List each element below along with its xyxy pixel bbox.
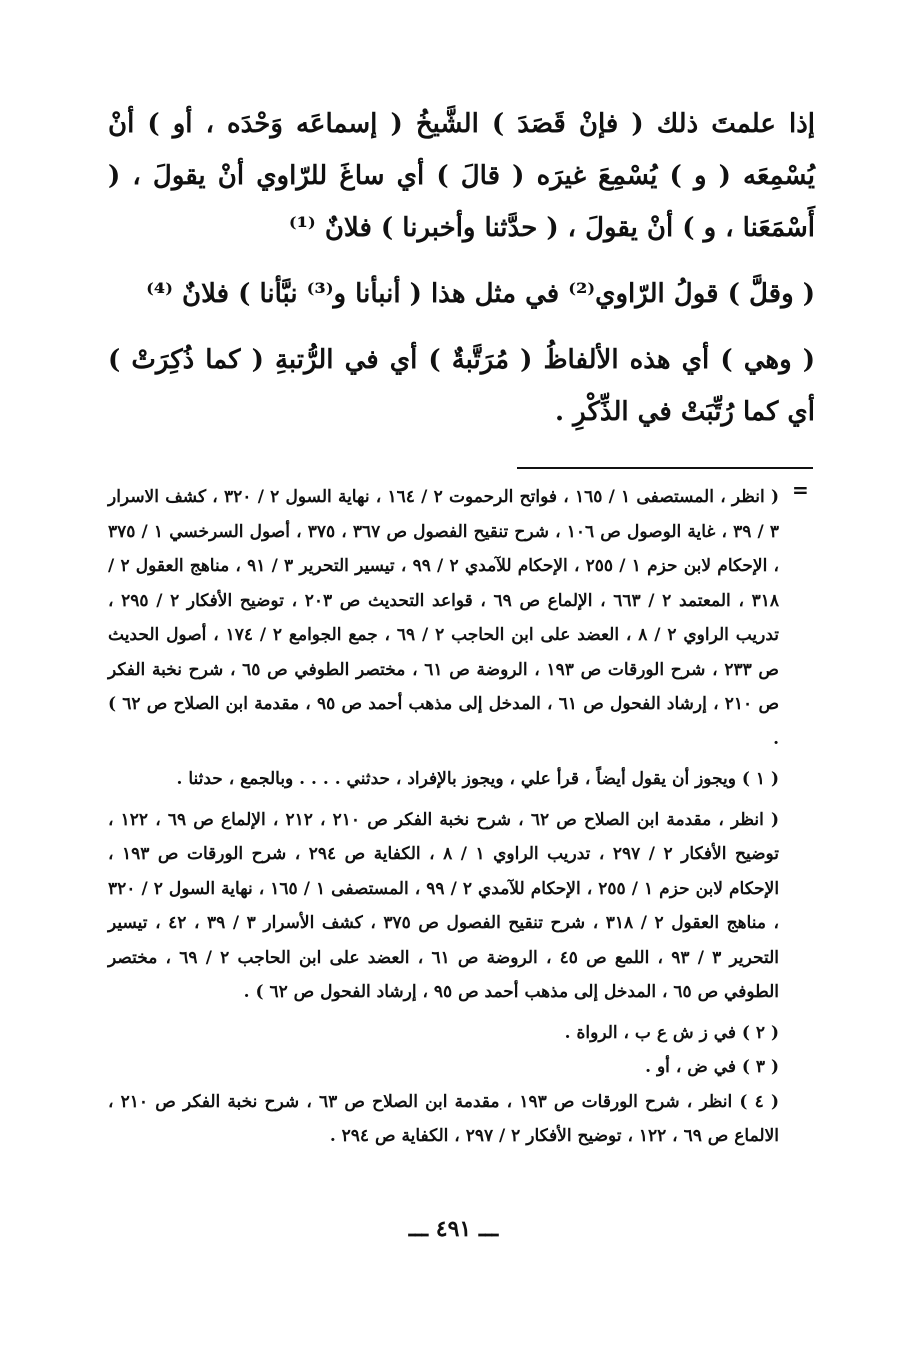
footnote-2: ( ٢ ) في ز ش ع ب ، الرواة . (564, 1022, 779, 1043)
footnotes (108, 480, 815, 1160)
paragraph-1: إذا علمتَ ذلك ( فإنْ قَصَدَ ) الشَّيخُ ( إسماعَه وَحْدَه ، أو ) أنْ يُسْمِعَه ( و ) يُسْمِعَ غيرَه ( قالَ ) أي ساغَ للرّاوي أنْ يقولَ ، ( أَسْمَعَنا ، و ) أنْ يقولَ ، ( حدَّثنا وأخبرنا ) فلانٌ ⁽¹⁾ (108, 109, 815, 243)
footnote-divider (517, 467, 813, 469)
footnote-3: ( ٣ ) في ض ، أو . (645, 1057, 779, 1077)
page-number: ـــ ٤٩١ ـــ (408, 1216, 499, 1242)
paragraph-3: ( وهي ) أي هذه الألفاظُ ( مُرَتَّبةٌ ) أي في الرُّتبةِ ( كما ذُكِرَتْ ) أي كما رُتِّبَتْ في الذِّكْرِ . (108, 345, 815, 427)
paragraph-2: ( وقلَّ ) قولُ الرّاوي⁽²⁾ في مثل هذا ( أنبأنا و⁽³⁾ نبَّأنا ) فلانٌ ⁽⁴⁾ (146, 279, 815, 309)
main-text (108, 98, 815, 452)
footnote-1: ( ١ ) ويجوز أن يقول أيضاً ، قرأ علي ، ويجوز بالإفراد ، حدثني . . . . وبالجمع ، حدثنا . (176, 769, 779, 789)
footnote-4: ( ٤ ) انظر ، شرح الورقات ص ١٩٣ ، مقدمة ابن الصلاح ص ٦٣ ، شرح نخبة الفكر ص ٢١٠ ، الالماع ص ٦٩ ، ١٢٢ ، توضيح الأفكار ٢ / ٢٩٧ ، الكفاية ص ٢٩٤ . (108, 1091, 779, 1146)
footnote-1-refs: ( انظر ، مقدمة ابن الصلاح ص ٦٢ ، شرح نخبة الفكر ص ٢١٠ ، ٢١٢ ، الإلماع ص ٦٩ ، ١٢٢ ، توضيح الأفكار ٢ / ٢٩٧ ، تدريب الراوي ١ / ٨ ، الكفاية ص ٢٩٤ ، شرح الورقات ص ١٩٣ ، الإحكام لابن حزم ١ / ٢٥٥ ، الإحكام للآمدي ٢ / ٩٩ ، المستصفى ١ / ١٦٥ ، نهاية السول ٢ / ٣٢٠ ، مناهج العقول ٢ / ٣١٨ ، شرح تنقيح الفصول ص ٣٧٥ ، كشف الأسرار ٣ / ٣٩ ، ٤٢ ، تيسير التحرير ٣ / ٩٣ ، اللمع ص ٤٥ ، الروضة ص ٦١ ، العضد على ابن الحاجب ٢ / ٦٩ ، مختصر الطوفي ص ٦٥ ، المدخل إلى مذهب أحمد ص ٩٥ ، إرشاد الفحول ص ٦٢ ) . (108, 809, 780, 1002)
continuation-mark: = (792, 478, 809, 502)
footnote-continued: ( انظر ، المستصفى ١ / ١٦٥ ، فواتح الرحموت ٢ / ١٦٤ ، نهاية السول ٢ / ٣٢٠ ، كشف الاسرار ٣ / ٣٩ ، غاية الوصول ص ١٠٦ ، شرح تنقيح الفصول ص ٣٦٧ ، ٣٧٥ ، أصول السرخسي ١ / ٣٧٥ ، الإحكام لابن حزم ١ / ٢٥٥ ، الإحكام للآمدي ٢ / ٩٩ ، تيسير التحرير ٣ / ٩١ ، مناهج العقول ٢ / ٣١٨ ، المعتمد ٢ / ٦٦٣ ، الإلماع ص ٦٩ ، قواعد التحديث ص ٢٠٣ ، توضيح الأفكار ٢ / ٢٩٥ ، تدريب الراوي ٢ / ٨ ، العضد على ابن الحاجب ٢ / ٦٩ ، جمع الجوامع ٢ / ١٧٤ ، أصول الحديث ص ٢٣٣ ، شرح الورقات ص ١٩٣ ، الروضة ص ٦١ ، مختصر الطوفي ص ٦٥ ، شرح نخبة الفكر ص ٢١٠ ، إرشاد الفحول ص ٦١ ، المدخل إلى مذهب أحمد ص ٩٥ ، مقدمة ابن الصلاح ص ٦٢ ) . (108, 487, 780, 749)
